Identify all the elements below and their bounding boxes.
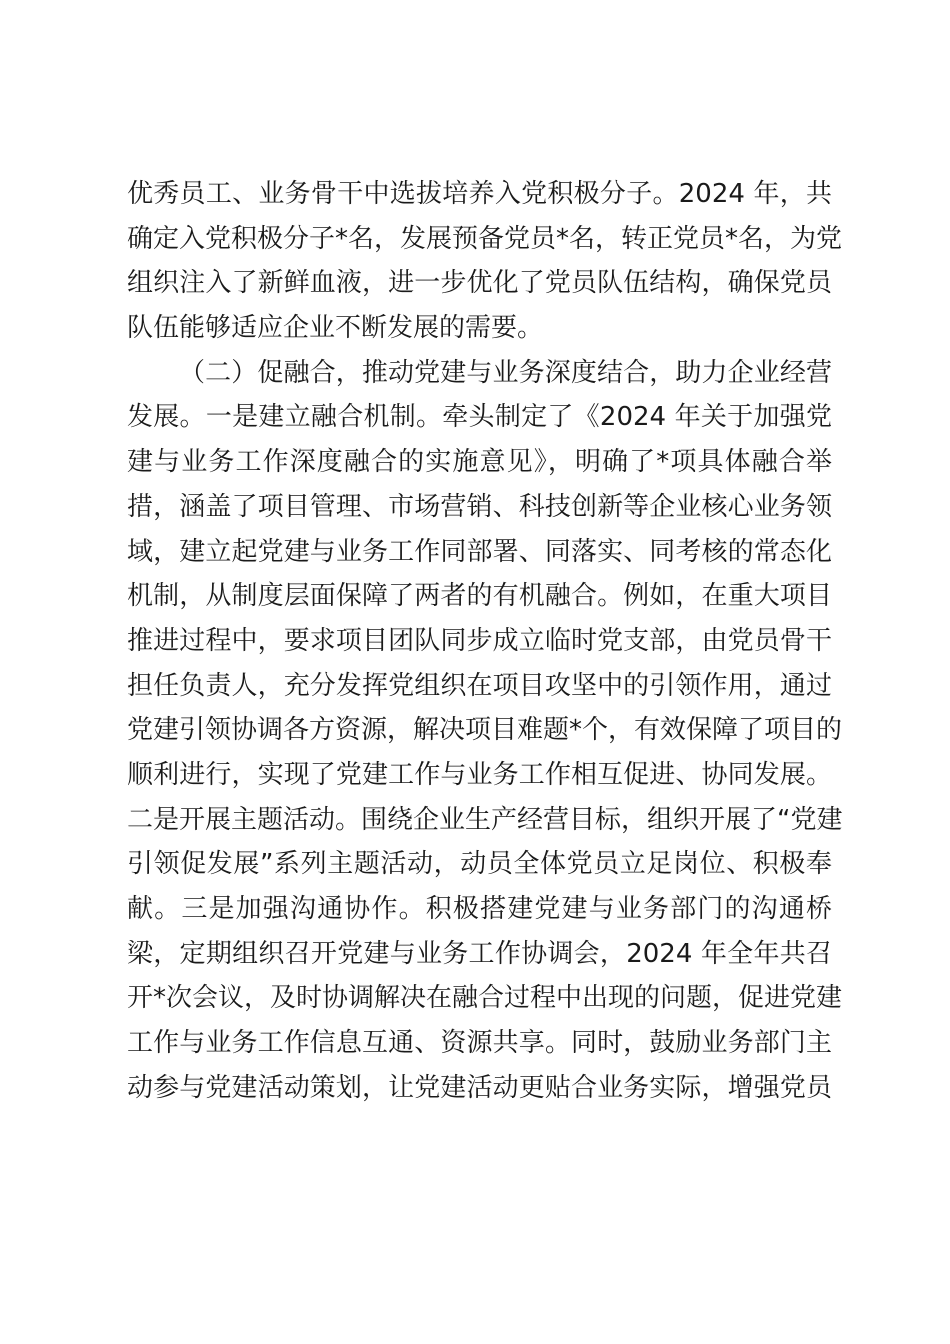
- section-heading-line: （二）促融合，推动党建与业务深度结合，助力企业经营: [179, 357, 832, 388]
- text-line: 动参与党建活动策划，让党建活动更贴合业务实际，增强党员: [127, 1072, 832, 1103]
- text-line: 域，建立起党建与业务工作同部署、同落实、同考核的常态化: [127, 536, 832, 567]
- text-line: 建与业务工作深度融合的实施意见》，明确了*项具体融合举: [127, 447, 832, 478]
- text-line: 机制，从制度层面保障了两者的有机融合。例如，在重大项目: [127, 581, 832, 612]
- text-line: 二是开展主题活动。围绕企业生产经营目标，组织开展了“党建: [127, 804, 843, 835]
- text-line: 确定入党积极分子*名，发展预备党员*名，转正党员*名，为党: [127, 223, 843, 254]
- text-line: 发展。一是建立融合机制。牵头制定了《2024 年关于加强党: [127, 402, 832, 433]
- text-line: 担任负责人，充分发挥党组织在项目攻坚中的引领作用，通过: [127, 670, 832, 701]
- text-line: 推进过程中，要求项目团队同步成立临时党支部，由党员骨干: [127, 625, 832, 656]
- text-line: 梁，定期组织召开党建与业务工作协调会，2024 年全年共召: [127, 938, 832, 969]
- text-line: 献。三是加强沟通协作。积极搭建党建与业务部门的沟通桥: [127, 894, 832, 924]
- text-line: 开*次会议，及时协调解决在融合过程中出现的问题，促进党建: [127, 983, 843, 1014]
- text-line: 顺利进行，实现了党建工作与业务工作相互促进、协同发展。: [127, 759, 832, 790]
- text-line: 组织注入了新鲜血液，进一步优化了党员队伍结构，确保党员: [127, 268, 832, 299]
- text-line: 队伍能够适应企业不断发展的需要。: [127, 313, 544, 344]
- text-line: 引领促发展”系列主题活动，动员全体党员立足岗位、积极奉: [127, 849, 832, 880]
- text-line: 措，涵盖了项目管理、市场营销、科技创新等企业核心业务领: [127, 491, 832, 522]
- text-line: 优秀员工、业务骨干中选拔培养入党积极分子。2024 年，共: [127, 179, 832, 209]
- text-line: 党建引领协调各方资源，解决项目难题*个，有效保障了项目的: [127, 715, 843, 746]
- text-line: 工作与业务工作信息互通、资源共享。同时，鼓励业务部门主: [127, 1028, 832, 1059]
- body-text: [127, 172, 843, 1110]
